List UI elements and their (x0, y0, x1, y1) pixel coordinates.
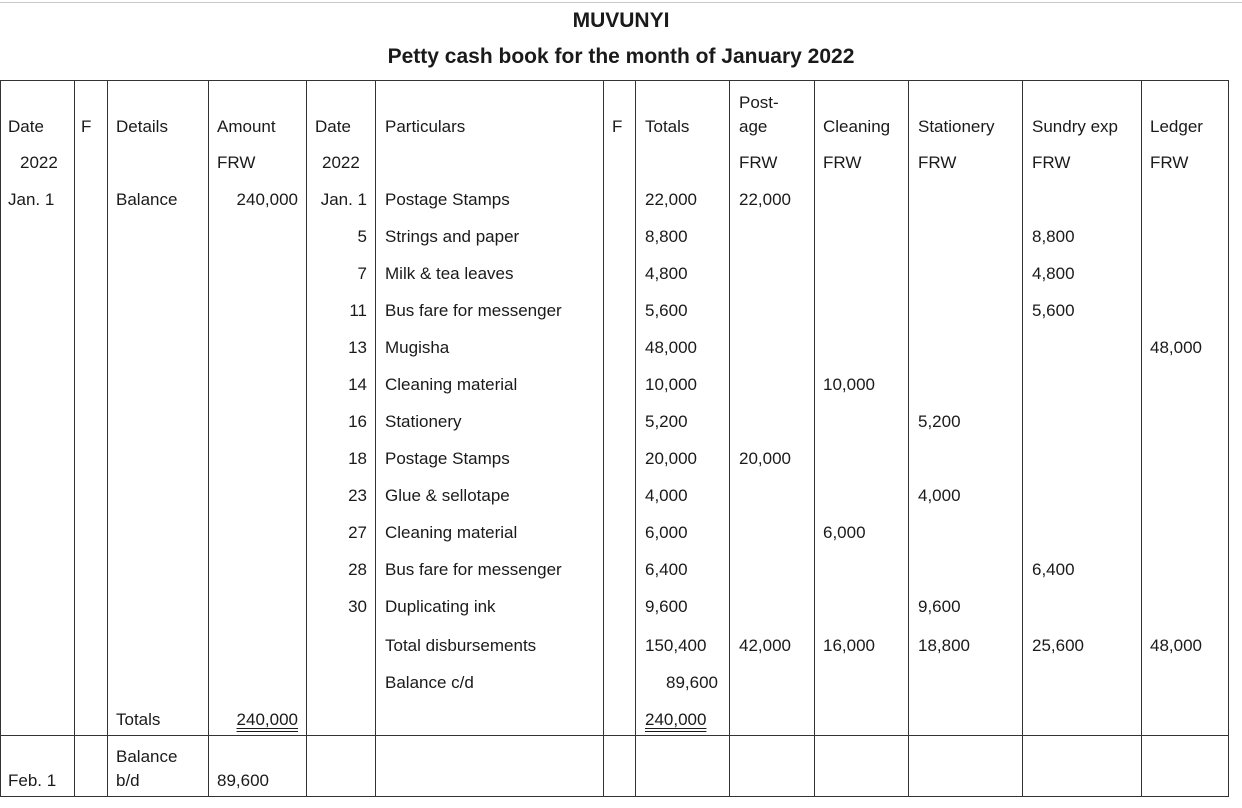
total-disbursements-cleaning: 16,000 (823, 636, 875, 655)
row-particulars: Stationery (385, 412, 462, 431)
row-particulars: Cleaning material (385, 523, 518, 542)
header-amount: Amount (217, 117, 276, 136)
header-ledger: Ledger (1150, 117, 1203, 136)
col-border-amount (306, 80, 307, 797)
table-bottom-border (0, 796, 1229, 797)
col-border-stationery (1022, 80, 1023, 797)
header-totals: Totals (645, 117, 690, 136)
header-folio: F (81, 117, 92, 136)
carry-forward-details-line1: Balance (116, 747, 178, 766)
row-totals: 5,600 (645, 301, 688, 320)
subheader-cleaning-unit: FRW (823, 153, 862, 172)
row-particulars: Postage Stamps (385, 449, 510, 468)
header-postage-line2: age (739, 117, 768, 136)
totals-row-divider (0, 735, 1229, 736)
subheader-ledger-unit: FRW (1150, 153, 1189, 172)
row-totals: 6,000 (645, 523, 688, 542)
row-particulars: Cleaning material (385, 375, 518, 394)
header-sundry: Sundry exp (1032, 117, 1118, 136)
col-border-details (208, 80, 209, 797)
row-stationery: 5,200 (918, 412, 961, 431)
row-postage: 20,000 (739, 449, 791, 468)
subheader-sundry-unit: FRW (1032, 153, 1071, 172)
carry-forward-details-line2: b/d (116, 771, 140, 790)
row-particulars: Postage Stamps (385, 190, 510, 209)
balance-cd-label: Balance c/d (385, 673, 474, 692)
row-date: 7 (357, 264, 367, 283)
total-disbursements-ledger: 48,000 (1150, 636, 1202, 655)
row-date: Jan. 1 (320, 190, 367, 209)
row-particulars: Glue & sellotape (385, 486, 510, 505)
carry-forward-amount: 89,600 (217, 771, 269, 790)
row-date: 28 (348, 560, 367, 579)
row-date: 30 (348, 597, 367, 616)
header-postage-line1: Post- (739, 93, 779, 112)
row-totals: 9,600 (645, 597, 688, 616)
row-totals: 20,000 (645, 449, 697, 468)
col-border-right (1228, 80, 1229, 797)
row-date: 11 (349, 301, 367, 320)
subheader-year-right: 2022 (322, 153, 360, 172)
row-totals: 10,000 (645, 375, 697, 394)
header-cleaning: Cleaning (823, 117, 891, 136)
row-sundry: 5,600 (1032, 301, 1075, 320)
row-date: 27 (348, 523, 367, 542)
header-date: Date (8, 117, 44, 136)
header-stationery: Stationery (918, 117, 995, 136)
header-particulars: Particulars (385, 117, 466, 136)
row-particulars: Milk & tea leaves (385, 264, 514, 283)
header-date-right: Date (315, 117, 351, 136)
row-totals: 4,800 (645, 264, 688, 283)
row-date: 18 (348, 449, 367, 468)
row-particulars: Mugisha (385, 338, 450, 357)
row-totals: 48,000 (645, 338, 697, 357)
row-sundry: 6,400 (1032, 560, 1075, 579)
row-date: 14 (348, 375, 367, 394)
col-border-date-right (375, 80, 376, 797)
row-ledger: 48,000 (1150, 338, 1202, 357)
carry-forward-date: Feb. 1 (8, 771, 57, 790)
row-totals: 8,800 (645, 227, 688, 246)
col-border-postage (814, 80, 815, 797)
totals-right-amount: 240,000 (645, 710, 707, 729)
col-border-totals (729, 80, 730, 797)
subheader-year: 2022 (20, 153, 58, 172)
row-particulars: Duplicating ink (385, 597, 496, 616)
row-sundry: 4,800 (1032, 264, 1075, 283)
row-particulars: Bus fare for messenger (385, 301, 562, 320)
header-details: Details (116, 117, 168, 136)
row-date: 13 (348, 338, 367, 357)
row-particulars: Strings and paper (385, 227, 520, 246)
subheader-stationery-unit: FRW (918, 153, 957, 172)
col-border-cleaning (908, 80, 909, 797)
col-border-sundry (1141, 80, 1142, 797)
row-totals: 22,000 (645, 190, 697, 209)
subheader-amount-unit: FRW (217, 153, 256, 172)
total-disbursements-postage: 42,000 (739, 636, 791, 655)
col-border-left (0, 80, 1, 797)
total-disbursements-stationery: 18,800 (918, 636, 970, 655)
row-postage: 22,000 (739, 190, 791, 209)
totals-left-amount: 240,000 (236, 710, 298, 729)
row-stationery: 4,000 (918, 486, 961, 505)
row-cleaning: 10,000 (823, 375, 875, 394)
table-top-border (0, 80, 1229, 81)
row-cleaning: 6,000 (823, 523, 866, 542)
totals-label: Totals (116, 710, 161, 729)
receipt-date: Jan. 1 (8, 190, 55, 209)
total-disbursements-label: Total disbursements (385, 636, 537, 655)
page-subtitle: Petty cash book for the month of January 2022 (387, 45, 855, 68)
row-date: 23 (348, 486, 367, 505)
receipt-details: Balance (116, 190, 178, 209)
page-title: MUVUNYI (572, 9, 670, 32)
subheader-postage-unit: FRW (739, 153, 778, 172)
total-disbursements-totals: 150,400 (645, 636, 707, 655)
balance-cd-value: 89,600 (666, 673, 718, 692)
row-date: 5 (357, 227, 367, 246)
col-border-f-right (635, 80, 636, 797)
row-totals: 5,200 (645, 412, 688, 431)
col-border-date (74, 80, 75, 797)
row-stationery: 9,600 (918, 597, 961, 616)
total-disbursements-sundry: 25,600 (1032, 636, 1084, 655)
row-sundry: 8,800 (1032, 227, 1075, 246)
row-particulars: Bus fare for messenger (385, 560, 562, 579)
row-totals: 6,400 (645, 560, 688, 579)
row-totals: 4,000 (645, 486, 688, 505)
col-border-particulars (603, 80, 604, 797)
row-date: 16 (348, 412, 367, 431)
receipt-amount: 240,000 (236, 190, 298, 209)
col-border-f (107, 80, 108, 797)
header-folio-right: F (612, 117, 623, 136)
